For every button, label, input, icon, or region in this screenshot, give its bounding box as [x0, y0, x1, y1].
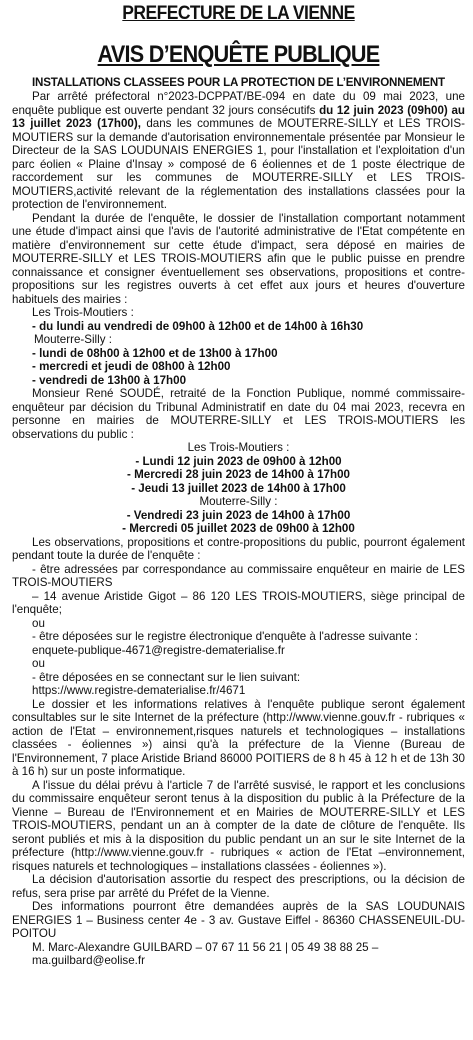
- perm-trois-item: - Jeudi 13 juillet 2023 de 14h00 à 17h00: [131, 481, 346, 495]
- observations-registre: - être déposées sur le registre électronique d'enquête à l'adresse suivante :: [32, 630, 418, 643]
- hours-trois-item: - du lundi au vendredi de 09h00 à 12h00 et de 14h00 à 16h30: [32, 319, 364, 333]
- hours-mouterre-item: - vendredi de 13h00 à 17h00: [32, 373, 187, 387]
- contact-line: M. Marc-Alexandre GUILBARD – 07 67 11 56 21 | 05 49 38 88 25 –: [32, 940, 379, 954]
- observations-intro: Les observations, propositions et contre-propositions du public, pourront également pendant toute la durée de l'enquête :: [12, 535, 465, 562]
- perm-trois-item: - Lundi 12 juin 2023 de 09h00 à 12h00: [135, 454, 342, 468]
- prefecture-title: PREFECTURE DE LA VIENNE: [122, 3, 355, 24]
- hours-mouterre-item: - lundi de 08h00 à 12h00 et de 13h00 à 17h00: [32, 346, 278, 360]
- rapport-paragraph: A l'issue du délai prévu à l'article 7 de l'arrêté susvisé, le rapport et les conclusions du commissaire enquêteur seront tenus à la disposition du public à la Préfecture de la Vienne – Bureau de l'Environnement et en Mairies de MOUTERRE-SILLY et LES TROIS-MOUTIERS, pendant un an à compter de la date de clôture de l'enquête. Ils seront publiés et mis à la disposition du public pendant un an sur le site Internet de la préfecture (http://www.vienne.gouv.fr - rubriques « action de l'Etat –environnement, risques naturels et technologiques – installations classées - éoliennes »).: [12, 778, 465, 873]
- intro-text-2: dans les communes de MOUTERRE-SILLY et LES TROIS-MOUTIERS sur la demande d'autorisation environnementale présentée par Monsieur le Directeur de la SAS LOUDUNAIS ENERGIES 1, pour l'installation et l'exploitation d'un parc éolien « Plaine d'Insay » composé de 6 éoliennes et de 1 poste électrique de raccordement sur les communes de MOUTERRE-SILLY et LES TROIS-MOUTIERS,activité relevant de la réglementation des installations classées pour la protection de l'environnement.: [12, 117, 465, 211]
- observations-url-link[interactable]: https://www.registre-dematerialise.fr/4671: [32, 684, 246, 697]
- hours-mouterre-label: Mouterre-Silly :: [34, 333, 112, 346]
- perm-trois-item: - Mercredi 28 juin 2023 de 14h00 à 17h00: [127, 468, 350, 481]
- observations-correspondance: - être adressées par correspondance au commissaire enquêteur en mairie de LES TROIS-MOUTIERS: [12, 562, 465, 589]
- commissaire-paragraph: Monsieur René SOUDÉ, retraité de la Fonction Publique, nommé commissaire-enquêteur par décision du Tribunal Administratif en date du 04 mai 2023, recevra en personne en mairies de MOUTERRE-SILLY et LES TROIS-MOUTIERS les observations du public :: [12, 387, 465, 441]
- observations-online: - être déposées en se connectant sur le lien suivant:: [32, 670, 301, 684]
- notice-subtitle: INSTALLATIONS CLASSEES POUR LA PROTECTION DE L’ENVIRONNEMENT: [32, 76, 445, 89]
- perm-mouterre-item: - Vendredi 23 juin 2023 de 14h00 à 17h00: [126, 508, 351, 522]
- perm-trois-label: Les Trois-Moutiers :: [187, 441, 290, 454]
- observations-or: ou: [32, 657, 45, 670]
- hours-trois-label: Les Trois-Moutiers :: [32, 306, 134, 319]
- hours-mouterre-item: - mercredi et jeudi de 08h00 à 12h00: [32, 360, 231, 373]
- decision-paragraph: La décision d'autorisation assortie du respect des prescriptions, ou la décision de refus, sera prise par arrêté du Préfet de la Vienne.: [12, 873, 465, 900]
- intro-text-1: Par arrêté préfectoral n°2023-DCPPAT/BE-094 en date du 09 mai 2023, une enquête publique est ouverte pendant 32 jours consécutifs: [12, 90, 465, 117]
- avis-title: AVIS D’ENQUÊTE PUBLIQUE: [97, 41, 380, 68]
- perm-mouterre-item: - Mercredi 05 juillet 2023 de 09h00 à 12h00: [122, 522, 355, 535]
- perm-mouterre-label: Mouterre-Silly :: [199, 495, 278, 508]
- contact-email-link[interactable]: ma.guilbard@eolise.fr: [32, 954, 145, 967]
- enquiry-dates: du 12 juin 2023 (09h00) au 13 juillet 2023 (17h00),: [12, 103, 465, 130]
- consultation-paragraph: Le dossier et les informations relatives à l'enquête publique seront également consultables sur le site Internet de la préfecture (http://www.vienne.gouv.fr - rubriques « action de l'Etat – environnement,risques naturels et technologiques – installations classées - éoliennes ») ainsi qu'à la préfecture de la Vienne (Bureau de l'Environnement, 7 place Aristide Briand 86000 POITIERS de 8 h 45 à 12 h et de 13h 30 à 16 h) sur un poste informatique.: [12, 697, 465, 778]
- observations-email-link[interactable]: enquete-publique-4671@registre-dematerialise.fr: [32, 643, 285, 657]
- observations-address: – 14 avenue Aristide Gigot – 86 120 LES TROIS-MOUTIERS, siège principal de l'enquête;: [12, 589, 465, 616]
- informations-paragraph: Des informations pourront être demandées auprès de la SAS LOUDUNAIS ENERGIES 1 – Business center 4e - 3 av. Gustave Eiffel - 86360 CHASSENEUIL-DU-POITOU: [12, 900, 465, 940]
- opening-hours: [12, 306, 465, 387]
- permanences: [12, 441, 465, 536]
- dossier-paragraph: Pendant la durée de l'enquête, le dossier de l'installation comportant notamment une étude d'impact ainsi que l'avis de l'autorité administrative de l'Etat compétente en matière d'environnement sur cette étude d'impact, sera déposé en mairies de MOUTERRE-SILLY et LES TROIS-MOUTIERS afin que le public puisse en prendre connaissance et consigner éventuellement ses observations, propositions et contre-propositions sur les registres ouverts à cet effet aux jours et heures d'ouverture habituels des mairies :: [12, 211, 465, 306]
- observations-or: ou: [32, 616, 45, 630]
- intro-paragraph: [12, 90, 465, 212]
